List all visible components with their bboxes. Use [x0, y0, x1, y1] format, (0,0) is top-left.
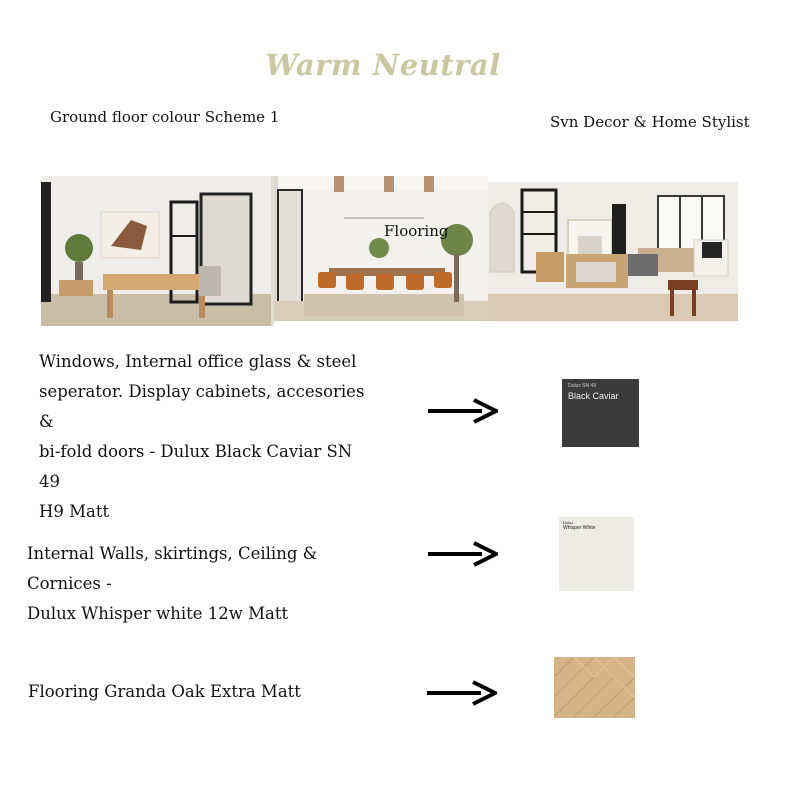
- black-caviar-swatch: [562, 379, 639, 447]
- arrow-right-icon: [427, 678, 497, 708]
- item-1-line: H9 Matt: [39, 502, 110, 521]
- item-3-description: [28, 677, 368, 707]
- whisper-white-swatch: [559, 517, 634, 591]
- flooring-caption: Flooring: [384, 222, 449, 240]
- arrow-right-icon: [428, 539, 498, 569]
- item-3-line: Flooring Granda Oak Extra Matt: [28, 682, 301, 701]
- item-2-line: Internal Walls, skirtings, Ceiling & Cornices -: [27, 544, 318, 593]
- oak-herringbone-swatch: [554, 657, 635, 718]
- arrow-right-icon: [428, 396, 498, 426]
- page-title: Warm Neutral: [265, 48, 501, 82]
- living-room-photo: [488, 182, 738, 321]
- item-2-description: [27, 539, 387, 629]
- office-interior-photo: [41, 176, 274, 326]
- dining-room-photo: [274, 176, 488, 321]
- stylist-label: Svn Decor & Home Stylist: [550, 113, 750, 131]
- swatch-code: SN 49: [582, 383, 597, 389]
- item-1-line: Windows, Internal office glass & steel: [39, 352, 357, 371]
- swatch-brand: Dulux: [568, 383, 581, 389]
- item-2-line: Dulux Whisper white 12w Matt: [27, 604, 289, 623]
- scheme-label: Ground floor colour Scheme 1: [50, 108, 280, 126]
- swatch-brand: Dulux: [563, 520, 574, 525]
- item-1-line: seperator. Display cabinets, accesories &: [39, 382, 365, 431]
- swatch-name: Black Caviar: [568, 391, 619, 401]
- item-1-line: bi-fold doors - Dulux Black Caviar SN 49: [39, 442, 353, 491]
- swatch-name: Whisper White: [563, 525, 596, 531]
- item-1-description: [39, 347, 369, 527]
